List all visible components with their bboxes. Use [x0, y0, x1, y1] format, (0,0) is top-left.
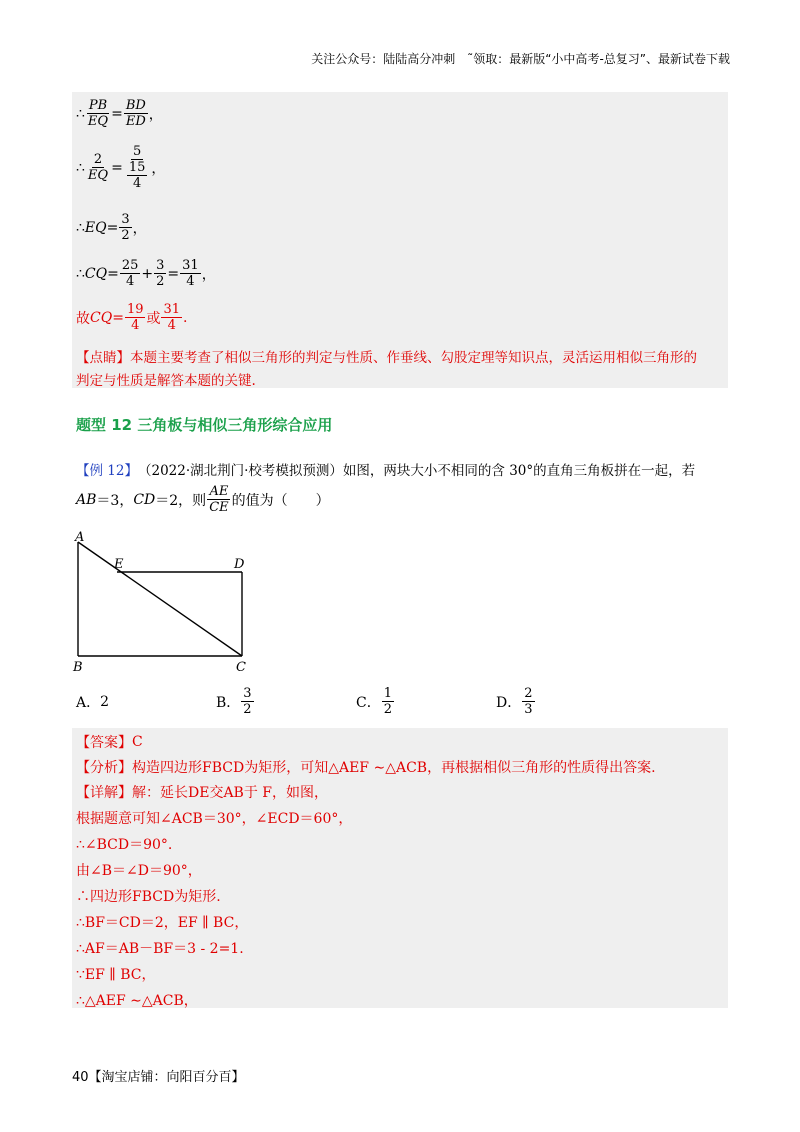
- fraction: $\frac{AE}{CE}$: [209, 484, 229, 515]
- step-2: ∴∠BCD＝90°.: [76, 837, 173, 853]
- step-7: ∵EF ∥ BC，: [76, 967, 156, 983]
- prev-line-5: 故 CQ = $\frac{19}{4}$ 或 $\frac{31}{4}$ .: [76, 302, 188, 333]
- geometry-figure: [70, 530, 260, 674]
- page-number: 40: [72, 1070, 89, 1085]
- shop-name: 【淘宝店铺：向阳百分百】: [88, 1070, 245, 1085]
- options: [76, 686, 636, 717]
- section-title: 题型 12 三角板与相似三角形综合应用: [76, 416, 333, 434]
- step-3: 由∠B＝∠D＝90°，: [76, 863, 202, 879]
- label-b: B: [73, 660, 83, 674]
- option-b[interactable]: B． $\frac{3}{2}$: [216, 686, 252, 717]
- step-5: ∴BF＝CD＝2，EF ∥ BC，: [76, 915, 249, 931]
- step-6: ∴AF＝AB－BF＝3 - 2=1.: [76, 941, 244, 957]
- prev-line-4: ∴ CQ = $\frac{25}{4}$ + $\frac{3}{2}$ = $\frac{31}{4}$ ，: [76, 258, 216, 289]
- analysis-line: 【分析】 构造四边形FBCD为矩形，可知△AEF ∼△ACB，再根据相似三角形的性质得出答案.: [76, 760, 656, 776]
- option-d[interactable]: D． $\frac{2}{3}$: [496, 686, 533, 717]
- fraction: $\frac{2}{EQ}$: [87, 152, 109, 183]
- label-a: A: [75, 530, 85, 545]
- therefore-symbol: ∴: [76, 105, 85, 122]
- step-8: ∴△AEF ∼△ACB，: [76, 993, 198, 1009]
- label-e: E: [114, 557, 124, 572]
- side-ac: [78, 542, 242, 656]
- step-1: 根据题意可知∠ACB＝30°，∠ECD＝60°，: [76, 811, 353, 827]
- fraction: $\frac{PB}{EQ}$: [87, 98, 109, 129]
- page-footer: [72, 1066, 245, 1085]
- prev-line-3: ∴ EQ = $\frac{3}{2}$ ，: [76, 212, 147, 243]
- page-header: 关注公众号：陆陆高分冲刺 ˜领取：最新版“小中高考-总复习”、最新试卷下载: [311, 52, 730, 66]
- example-line-2: AB ＝3， CD ＝2，则 $\frac{AE}{CE}$ 的值为（ ）: [76, 484, 330, 515]
- label-d: D: [234, 557, 245, 572]
- comment-line-2: 判定与性质是解答本题的关键.: [76, 373, 256, 389]
- detail-line: 【详解】 解：延长DE交AB于 F，如图，: [76, 785, 329, 801]
- answer-line: 【答案】 C: [76, 734, 143, 751]
- fraction: $\frac{BD}{ED}$: [125, 98, 146, 129]
- prev-line-1: ∴ $\frac{PB}{EQ}$ = $\frac{BD}{ED}$ ，: [76, 98, 163, 129]
- fraction: $\frac{3}{2}$: [121, 212, 130, 243]
- step-4: ∴四边形FBCD为矩形.: [76, 889, 221, 905]
- example-line-1: 【例 12】 （2022·湖北荆门·校考模拟预测）如图，两块大小不相同的含 30°的直角三角板拼在一起，若: [76, 463, 696, 479]
- option-c[interactable]: C． $\frac{1}{2}$: [356, 686, 392, 717]
- fraction: $\frac{5}{\frac{15}{4}}$: [128, 144, 146, 191]
- prev-line-2: ∴ $\frac{2}{EQ}$ = $\frac{5}{\frac{15}{4}}$ ，: [76, 144, 166, 191]
- option-a[interactable]: A． 2: [76, 693, 110, 711]
- label-c: C: [236, 660, 246, 674]
- comment-line-1: 【点睛】 本题主要考查了相似三角形的判定与性质、作垂线、勾股定理等知识点，灵活运用相似三角形的: [76, 350, 697, 366]
- prev-solution-block: [72, 92, 728, 388]
